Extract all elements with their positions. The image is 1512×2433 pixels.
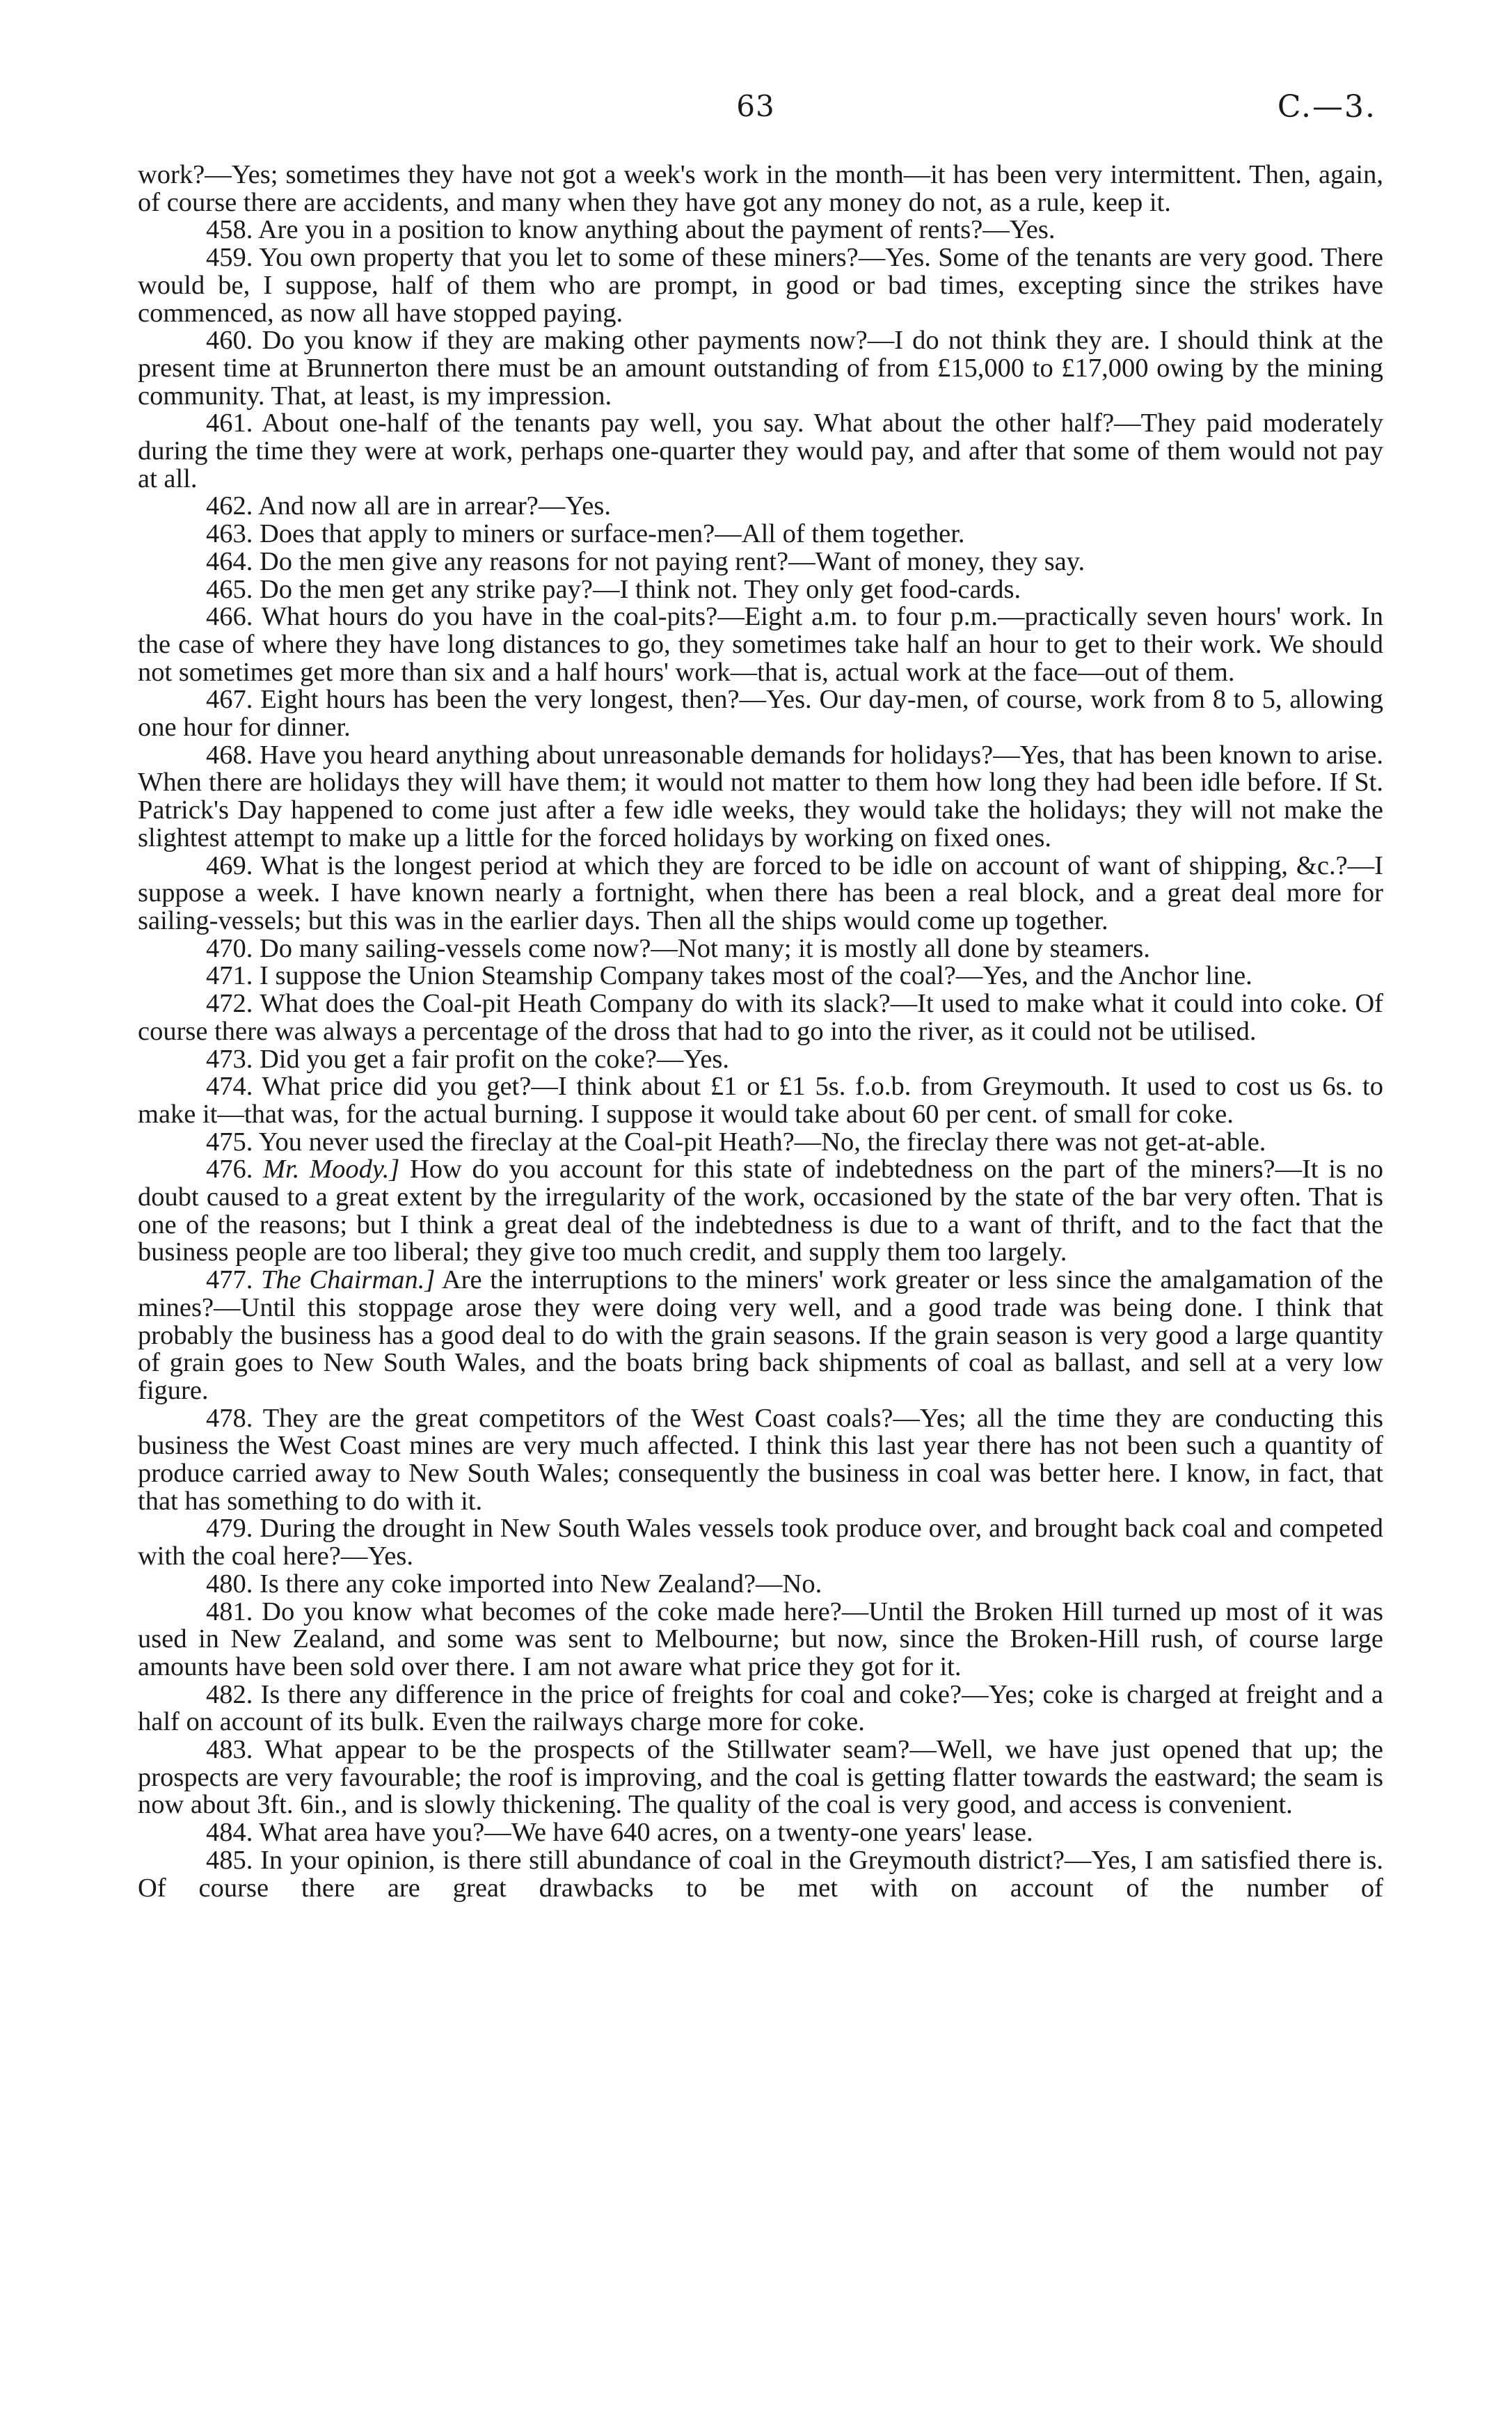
paragraph-text: 478. They are the great competitors of the West Coast coals?—Yes; all the time they are conducting this business the West Coast mines are very much affected. I think this last year there has not been such a quantity of produce carried away to New South Wales; consequently the business in coal was better here. I know, in fact, that that has something to do with it. xyxy=(138,1403,1383,1516)
paragraph xyxy=(138,935,1383,963)
page-header xyxy=(0,89,1512,131)
paragraph-text: work?—Yes; sometimes they have not got a week's work in the month—it has been very intermittent. Then, again, of course there are accidents, and many when they have got any money do not, as a rule, keep it. xyxy=(138,160,1383,217)
paragraph-text: 484. What area have you?—We have 640 acres, on a twenty-one years' lease. xyxy=(206,1818,1033,1848)
paragraph-text: 464. Do the men give any reasons for not paying rent?—Want of money, they say. xyxy=(206,546,1085,576)
paragraph-text: 461. About one-half of the tenants pay well, you say. What about the other half?—They paid moderately during the time they were at work, perhaps one-quarter they would pay, and after that some of them would not pay at all. xyxy=(138,409,1383,493)
paragraph xyxy=(138,1073,1383,1128)
paragraph xyxy=(138,161,1383,216)
paragraph-text: 485. In your opinion, is there still abundance of coal in the Greymouth district?—Yes, I am satisfied there is. Of course there are great drawbacks to be met with on account of the number of xyxy=(138,1845,1383,1903)
paragraph-text: 479. During the drought in New South Wales vessels took produce over, and brought back coal and competed with the coal here?—Yes. xyxy=(138,1514,1383,1571)
paragraph xyxy=(138,603,1383,686)
paragraph-text: 463. Does that apply to miners or surface-men?—All of them together. xyxy=(206,519,965,549)
paragraph-text: 465. Do the men get any strike pay?—I think not. They only get food-cards. xyxy=(206,574,1021,604)
question-number: 476. xyxy=(206,1155,263,1184)
paragraph xyxy=(138,327,1383,410)
paragraph xyxy=(138,962,1383,990)
paragraph xyxy=(138,686,1383,741)
paragraph-text: 472. What does the Coal-pit Heath Company do with its slack?—It used to make what it could into coke. Of course there was always a percentage of the dross that had to go into the river, as it could not be utilised. xyxy=(138,989,1383,1046)
paragraph xyxy=(138,493,1383,521)
paragraph-text: How do you account for this state of indebtedness on the part of the miners?—It is no doubt caused to a great extent by the irregularity of the work, occasioned by the state of the bar very often. That is one of the reasons; but I think a great deal of the indebtedness is due to a want of thrift, and to the fact that the business people are too liberal; they give too much credit, and supply them too largely. xyxy=(138,1155,1384,1267)
paragraph-text: 482. Is there any difference in the price of freights for coal and coke?—Yes; coke is charged at freight and a half on account of its bulk. Even the railways charge more for coke. xyxy=(138,1679,1383,1737)
paragraph-text: 458. Are you in a position to know anything about the payment of rents?—Yes. xyxy=(206,215,1056,245)
paragraph-text: 466. What hours do you have in the coal-pits?—Eight a.m. to four p.m.—practically seven hours' work. In the case of where they have long distances to go, they sometimes take half an hour to get to their work. We should not sometimes get more than six and a half hours' work—that is, actual work at the face—out of them. xyxy=(138,602,1383,687)
paragraph-text: 473. Did you get a fair profit on the coke?—Yes. xyxy=(206,1044,730,1074)
paragraph-text: 467. Eight hours has been the very longest, then?—Yes. Our day-men, of course, work from 8 to 5, allowing one hour for dinner. xyxy=(138,685,1383,743)
paragraph xyxy=(138,1267,1383,1405)
paragraph-text: 468. Have you heard anything about unreasonable demands for holidays?—Yes, that has been known to arise. When there are holidays they will have them; it would not matter to them how long they had been idle before. If St. Patrick's Day happened to come just after a few idle weeks, they would take the holidays; they will not make the slightest attempt to make up a little for the forced holidays by working on fixed ones. xyxy=(138,740,1383,853)
paragraph xyxy=(138,576,1383,604)
paragraph-text: 480. Is there any coke imported into New Zealand?—No. xyxy=(206,1569,822,1599)
paragraph xyxy=(138,742,1383,853)
paragraph xyxy=(138,1515,1383,1570)
document-reference: C.—3. xyxy=(1277,89,1376,125)
paragraph-text: 471. I suppose the Union Steamship Company takes most of the coal?—Yes, and the Anchor line. xyxy=(206,961,1252,991)
paragraph xyxy=(138,1156,1383,1267)
paragraph xyxy=(138,1405,1383,1516)
paragraph xyxy=(138,521,1383,548)
paragraph-text: 462. And now all are in arrear?—Yes. xyxy=(206,491,611,521)
question-number: 477. xyxy=(206,1265,262,1295)
paragraph-text: 474. What price did you get?—I think about £1 or £1 5s. f.o.b. from Greymouth. It used to cost us 6s. to make it—that was, for the actual burning. I suppose it would take about 60 per cent. of small for coke. xyxy=(138,1072,1383,1129)
paragraph-text: 483. What appear to be the prospects of the Stillwater seam?—Well, we have just opened that up; the prospects are very favourable; the roof is improving, and the coal is getting flatter towards the eastward; the seam is now about 3ft. 6in., and is slowly thickening. The quality of the coal is very good, and access is convenient. xyxy=(138,1735,1383,1820)
speaker-name: Mr. Moody.] xyxy=(262,1155,400,1184)
paragraph xyxy=(138,1596,1383,1681)
paragraph-text: 475. You never used the fireclay at the Coal-pit Heath?—No, the fireclay there was not get-at-able. xyxy=(206,1127,1266,1157)
paragraph xyxy=(138,1736,1383,1819)
paragraph-text: 460. Do you know if they are making other payments now?—I do not think they are. I should think at the present time at Brunnerton there must be an amount outstanding of from £15,000 to £17,000 owing by the mining community. That, at least, is my impression. xyxy=(138,326,1383,411)
paragraph xyxy=(138,990,1383,1045)
paragraph-text: 481. Do you know what becomes of the coke made here?—Until the Broken Hill turned up most of it was used in New Zealand, and some was sent to Melbourne; but now, since the Broken-Hill rush, of course large amounts have been sold over there. I am not aware what price they got for it. xyxy=(138,1596,1383,1681)
paragraph xyxy=(138,410,1383,493)
paragraph xyxy=(138,1847,1383,1902)
paragraph-text: 470. Do many sailing-vessels come now?—Not many; it is mostly all done by steamers. xyxy=(206,933,1150,963)
paragraph-text: 469. What is the longest period at which they are forced to be idle on account of want of shipping, &c.?—I suppose a week. I have known nearly a fortnight, when there has been a real block, and a great deal more for sailing-vessels; but this was in the earlier days. Then all the ships would come up together. xyxy=(138,850,1383,935)
page-number: 63 xyxy=(736,89,775,123)
paragraph xyxy=(138,1819,1383,1847)
paragraph xyxy=(138,216,1383,244)
paragraph xyxy=(138,850,1383,935)
paragraph xyxy=(138,1681,1383,1736)
body-text xyxy=(138,161,1383,1902)
paragraph xyxy=(138,1571,1383,1599)
paragraph xyxy=(138,1129,1383,1157)
paragraph xyxy=(138,1046,1383,1074)
paragraph xyxy=(138,548,1383,576)
paragraph xyxy=(138,244,1383,327)
paragraph-text: 459. You own property that you let to some of these miners?—Yes. Some of the tenants are very good. There would be, I suppose, half of them who are prompt, in good or bad times, excepting since the strikes have commenced, as now all have stopped paying. xyxy=(138,243,1383,328)
paragraph-text: Are the interruptions to the miners' work greater or less since the amalgamation of the mines?—Until this stoppage arose they were doing very well, and a good trade was being done. I think that probably the business has a good deal to do with the grain seasons. If the grain season is very good a large quantity of grain goes to New South Wales, and the boats bring back shipments of coal as ballast, and sell at a very low figure. xyxy=(138,1265,1383,1405)
speaker-name: The Chairman.] xyxy=(261,1265,436,1295)
